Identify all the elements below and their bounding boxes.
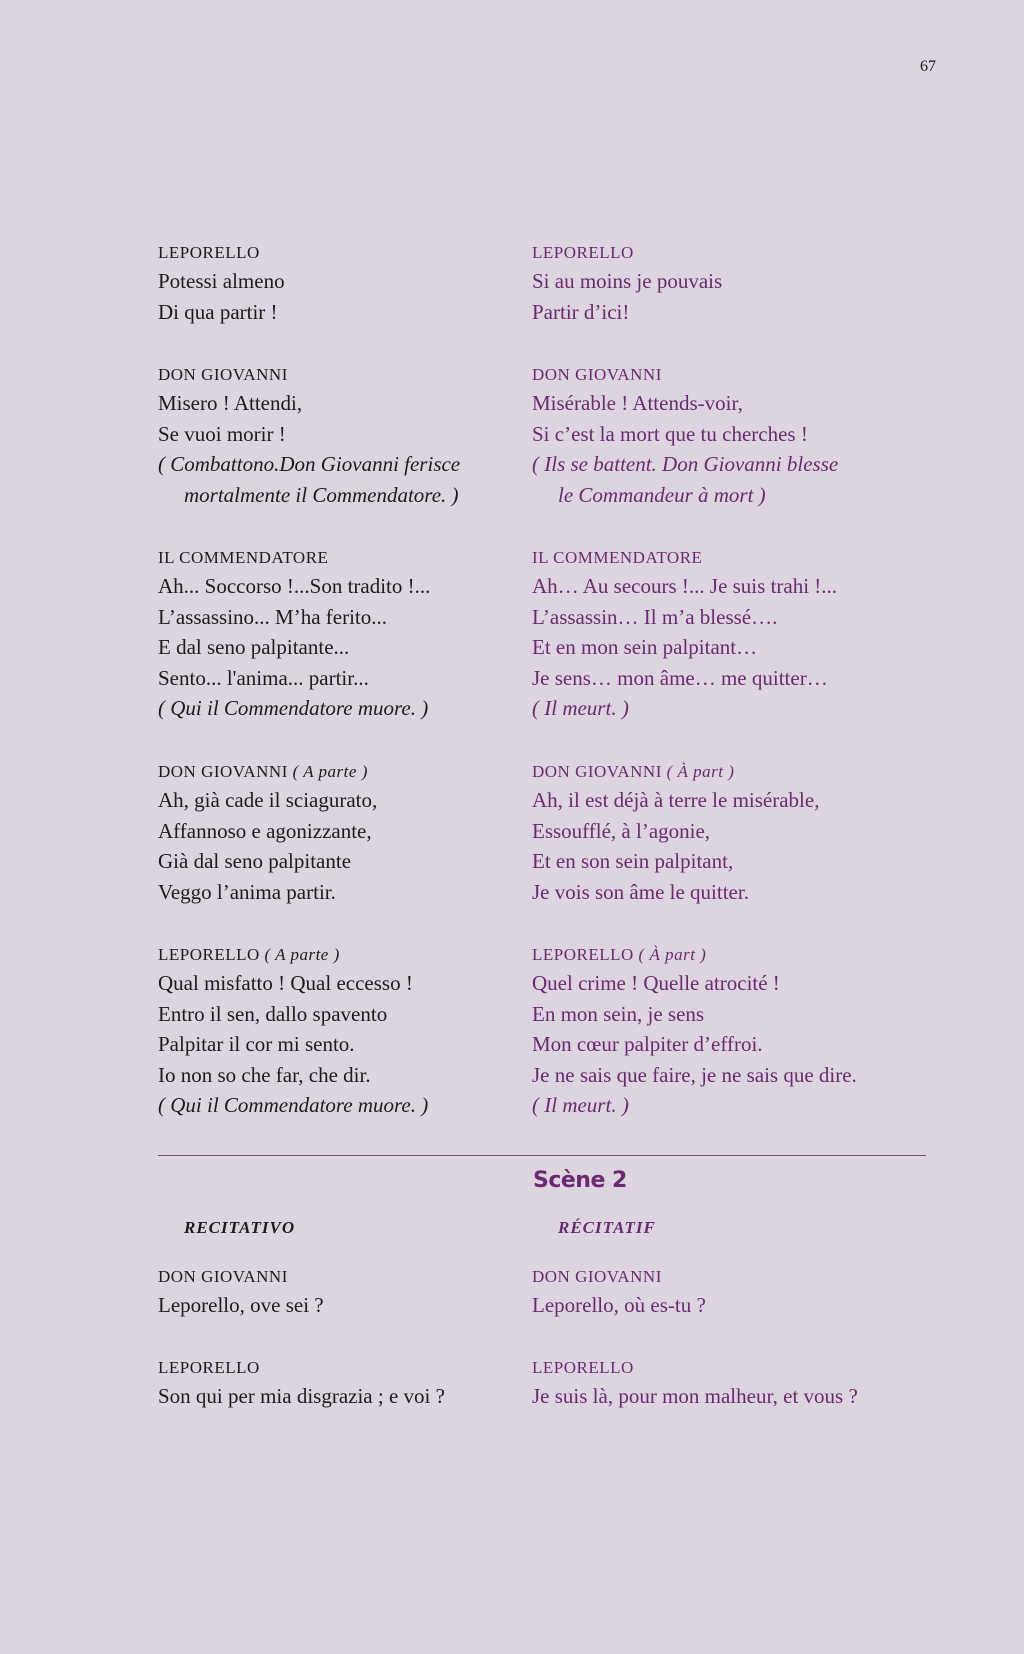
stage-direction: ( Il meurt. ) — [532, 1093, 629, 1117]
aside-direction: ( À part ) — [666, 762, 735, 781]
stage-direction: ( Qui il Commendatore muore. ) — [158, 1093, 429, 1117]
verse-line: Palpitar il cor mi sento. — [158, 1032, 355, 1056]
aside-direction: ( À part ) — [638, 945, 707, 964]
speaker-name: LEPORELLO — [158, 243, 260, 262]
verse-line: Se vuoi morir ! — [158, 421, 286, 446]
verse-line: En mon sein, je sens — [532, 1001, 705, 1026]
verse-line: Sento... l'anima... partir... — [158, 665, 369, 690]
verse-line: Misero ! Attendi, — [158, 391, 303, 415]
verse-line: Ah... Soccorso !...Son tradito !... — [158, 574, 431, 598]
speaker-name — [158, 761, 538, 785]
speech-leporello-1-it — [158, 242, 538, 327]
stage-direction: ( Combattono.Don Giovanni ferisce — [158, 452, 461, 476]
speaker-label: LEPORELLO — [158, 945, 260, 964]
verse-line: Si c’est la mort que tu cherches ! — [532, 421, 808, 446]
verse-line: Si au moins je pouvais — [532, 269, 723, 293]
page-number: 67 — [920, 58, 936, 75]
aside-direction: ( A parte ) — [264, 945, 340, 964]
speaker-name: DON GIOVANNI — [158, 365, 288, 384]
aside-direction: ( A parte ) — [292, 762, 368, 781]
verse-line: Misérable ! Attends-voir, — [532, 391, 743, 415]
speech-don-giovanni-3-fr — [532, 1266, 912, 1321]
verse-line: L’assassin… Il m’a blessé…. — [532, 604, 778, 629]
speech-don-giovanni-1-it — [158, 364, 538, 510]
verse-line: Ah, già cade il sciagurato, — [158, 788, 378, 812]
speaker-name: DON GIOVANNI — [532, 1267, 662, 1286]
speech-leporello-2-it — [158, 944, 538, 1121]
verse-line: Mon cœur palpiter d’effroi. — [532, 1032, 763, 1056]
verse-line: Leporello, où es-tu ? — [532, 1293, 706, 1317]
verse-line: Essoufflé, à l’agonie, — [532, 818, 711, 843]
verse-line: Son qui per mia disgrazia ; e voi ? — [158, 1384, 445, 1408]
verse-line: Potessi almeno — [158, 269, 285, 293]
speaker-name: LEPORELLO — [158, 1358, 260, 1377]
recitative-label-fr: RÉCITATIF — [558, 1218, 656, 1237]
speech-commendatore-fr — [532, 547, 912, 724]
verse-line: Partir d’ici! — [532, 299, 630, 324]
verse-line: Je ne sais que faire, je ne sais que dire. — [532, 1062, 857, 1087]
verse-line: Io non so che far, che dir. — [158, 1062, 371, 1087]
verse-line: Qual misfatto ! Qual eccesso ! — [158, 971, 413, 995]
verse-line: L’assassino... M’ha ferito... — [158, 604, 388, 629]
verse-line: Entro il sen, dallo spavento — [158, 1001, 388, 1026]
verse-line: E dal seno palpitante... — [158, 635, 350, 659]
speech-leporello-3-it — [158, 1357, 538, 1412]
speaker-name: DON GIOVANNI — [532, 365, 662, 384]
speaker-name — [158, 944, 538, 968]
verse-line: Quel crime ! Quelle atrocité ! — [532, 971, 780, 995]
speaker-label: LEPORELLO — [532, 945, 634, 964]
recitative-label-it: RECITATIVO — [184, 1218, 296, 1237]
stage-direction: ( Ils se battent. Don Giovanni blesse — [532, 452, 839, 476]
verse-line: Et en mon sein palpitant… — [532, 635, 758, 659]
speech-leporello-2-fr — [532, 944, 912, 1121]
speaker-name — [532, 761, 912, 785]
scene-title: Scène 2 — [533, 1168, 627, 1193]
stage-direction: ( Il meurt. ) — [532, 696, 629, 720]
speaker-name: LEPORELLO — [532, 1358, 634, 1377]
speaker-name — [532, 944, 912, 968]
verse-line: Ah… Au secours !... Je suis trahi !... — [532, 574, 838, 598]
speaker-name: IL COMMENDATORE — [532, 548, 703, 567]
speaker-label: DON GIOVANNI — [158, 762, 288, 781]
speech-don-giovanni-1-fr — [532, 364, 912, 510]
stage-direction: ( Qui il Commendatore muore. ) — [158, 696, 429, 720]
speech-don-giovanni-2-it — [158, 761, 538, 907]
speaker-name: DON GIOVANNI — [158, 1267, 288, 1286]
speaker-name: LEPORELLO — [532, 243, 634, 262]
speech-commendatore-it — [158, 547, 538, 724]
verse-line: Di qua partir ! — [158, 299, 278, 324]
verse-line: Et en son sein palpitant, — [532, 849, 734, 873]
speech-don-giovanni-3-it — [158, 1266, 538, 1321]
verse-line: Je sens… mon âme… me quitter… — [532, 665, 828, 690]
verse-line: Veggo l’anima partir. — [158, 879, 336, 904]
verse-line: Ah, il est déjà à terre le misérable, — [532, 788, 820, 812]
speaker-name: IL COMMENDATORE — [158, 548, 329, 567]
stage-direction: le Commandeur à mort ) — [558, 482, 766, 507]
speech-leporello-1-fr — [532, 242, 912, 327]
scene-divider — [158, 1155, 926, 1156]
speech-don-giovanni-2-fr — [532, 761, 912, 907]
verse-line: Già dal seno palpitante — [158, 849, 352, 873]
stage-direction: mortalmente il Commendatore. ) — [184, 482, 459, 507]
verse-line: Je suis là, pour mon malheur, et vous ? — [532, 1384, 858, 1408]
verse-line: Leporello, ove sei ? — [158, 1293, 324, 1317]
verse-line: Je vois son âme le quitter. — [532, 879, 749, 904]
verse-line: Affannoso e agonizzante, — [158, 818, 372, 843]
speech-leporello-3-fr — [532, 1357, 912, 1412]
speaker-label: DON GIOVANNI — [532, 762, 662, 781]
